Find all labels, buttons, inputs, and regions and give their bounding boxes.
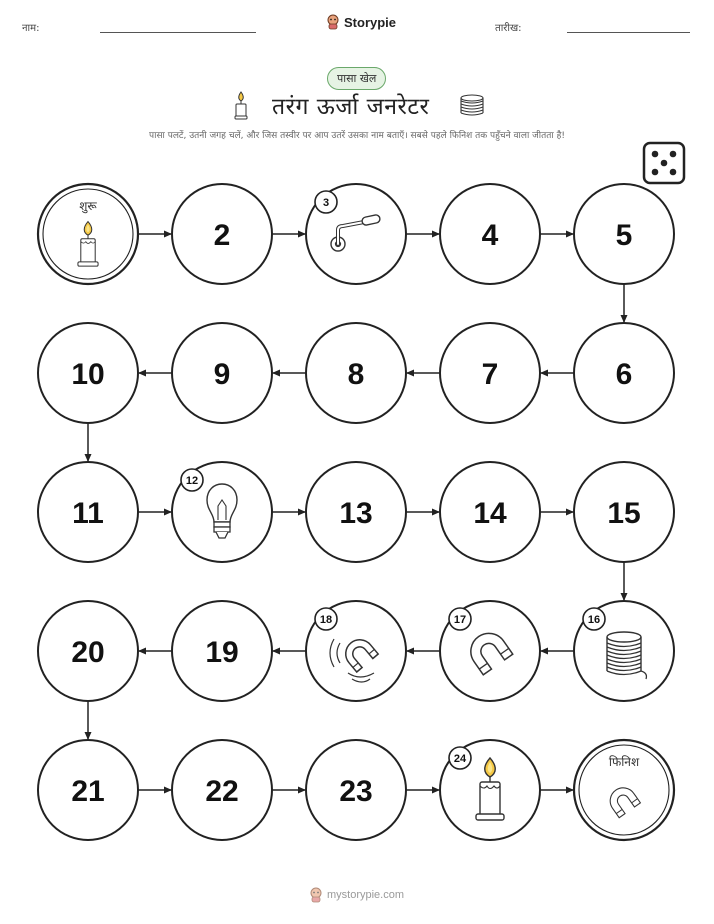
footer	[309, 887, 404, 903]
cell-number: 5	[615, 219, 633, 252]
cell-number: 7	[481, 358, 499, 391]
cell-number: 14	[473, 497, 507, 530]
cell-number: 6	[615, 358, 633, 391]
board-cell-20[interactable]	[38, 601, 138, 701]
instructions: पासा पलटें, उतनी जगह चलें, और जिस तस्वीर पर आप उतरें उसका नाम बताएँ। सबसे पहले फिनिश तक पहुँचने वाला जीतता है!	[149, 131, 565, 141]
mascot-icon	[309, 887, 323, 903]
cell-number: 21	[71, 775, 105, 808]
start-label: शुरू	[79, 199, 97, 213]
cell-number: 13	[339, 497, 373, 530]
board-cell-9[interactable]	[172, 323, 272, 423]
board-cell-12[interactable]	[172, 462, 272, 562]
board-cell-5[interactable]	[574, 184, 674, 284]
brand-name: Storypie	[344, 14, 397, 30]
page-title: तरंग ऊर्जा जनरेटर	[272, 94, 430, 120]
game-type-tag: पासा खेल	[327, 67, 386, 90]
board-cell-13[interactable]	[306, 462, 406, 562]
cell-number: 16	[587, 614, 601, 626]
cell-number: 18	[319, 614, 333, 626]
board-cell-4[interactable]	[440, 184, 540, 284]
name-label: नाम:	[22, 23, 40, 34]
cell-number: 10	[71, 358, 105, 391]
board-cell-19[interactable]	[172, 601, 272, 701]
board-cell-11[interactable]	[38, 462, 138, 562]
board-cell-18[interactable]	[306, 601, 406, 701]
cell-number: 9	[213, 358, 231, 391]
board-cell-23[interactable]	[306, 740, 406, 840]
board-cell-22[interactable]	[172, 740, 272, 840]
board-cell-15[interactable]	[574, 462, 674, 562]
cell-number: 17	[453, 614, 467, 626]
cell-number: 4	[481, 219, 499, 252]
cell-number: 20	[71, 636, 105, 669]
board-cell-8[interactable]	[306, 323, 406, 423]
board-cell-17[interactable]	[440, 601, 540, 701]
board-cell-1[interactable]	[38, 184, 138, 284]
cell-number: 23	[339, 775, 373, 808]
cell-number: 22	[205, 775, 239, 808]
date-label: तारीख:	[495, 23, 522, 34]
board-cell-14[interactable]	[440, 462, 540, 562]
footer-url[interactable]: mystorypie.com	[327, 889, 405, 901]
board-cell-7[interactable]	[440, 323, 540, 423]
cell-number: 12	[185, 475, 199, 487]
cell-number: 19	[205, 636, 239, 669]
board-cell-2[interactable]	[172, 184, 272, 284]
board-cell-6[interactable]	[574, 323, 674, 423]
cell-number: 24	[453, 753, 467, 765]
cell-number: 8	[347, 358, 365, 391]
board-cell-3[interactable]	[306, 184, 406, 284]
board-cell-24[interactable]	[440, 740, 540, 840]
finish-label: फिनिश	[608, 755, 640, 769]
board-cell-21[interactable]	[38, 740, 138, 840]
cell-number: 11	[72, 497, 104, 530]
board-cell-16[interactable]	[574, 601, 674, 701]
cell-number: 2	[213, 219, 231, 252]
board-cell-25[interactable]	[574, 740, 674, 840]
cell-number: 15	[607, 497, 641, 530]
cell-number: 3	[322, 197, 330, 209]
board-cell-10[interactable]	[38, 323, 138, 423]
